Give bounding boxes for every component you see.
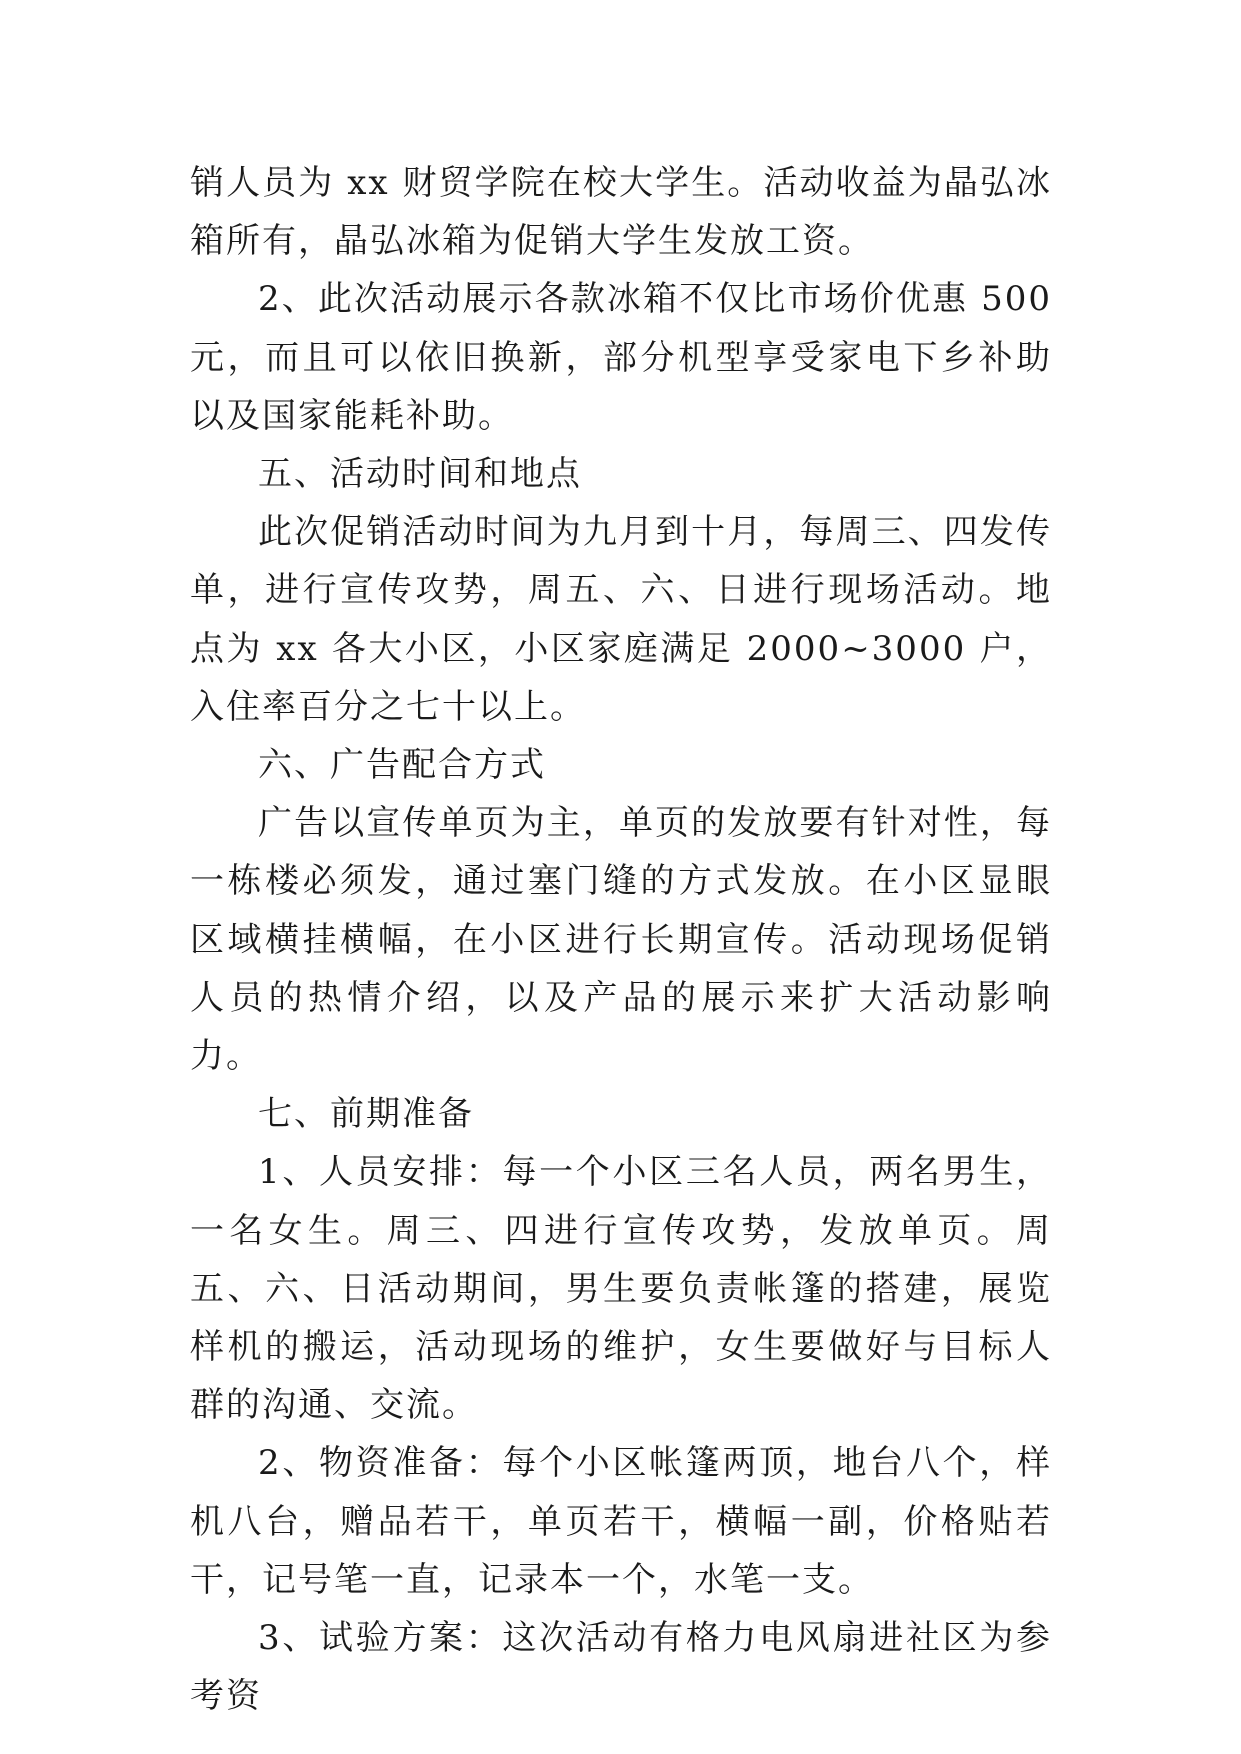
- paragraph-item-2-discount: 2、此次活动展示各款冰箱不仅比市场价优惠 500 元，而且可以依旧换新，部分机型享受家电下乡补助以及国家能耗补助。: [190, 279, 1052, 436]
- paragraph-trial-plan: 3、试验方案：这次活动有格力电风扇进社区为参考资: [190, 1618, 1052, 1717]
- paragraph-sales-staff: 销人员为 xx 财贸学院在校大学生。活动收益为晶弘冰箱所有，晶弘冰箱为促销大学生发放工资。: [190, 163, 1052, 262]
- paragraph-time-place: 此次促销活动时间为九月到十月，每周三、四发传单，进行宣传攻势，周五、六、日进行现场活动。地点为 xx 各大小区，小区家庭满足 2000~3000 户，入住率百分之七十以上。: [190, 512, 1052, 727]
- paragraph-staffing: 1、人员安排：每一个小区三名人员，两名男生，一名女生。周三、四进行宣传攻势，发放单页。周五、六、日活动期间，男生要负责帐篷的搭建，展览样机的搬运，活动现场的维护，女生要做好与目标人群的沟通、交流。: [190, 1152, 1052, 1426]
- section-heading-advertising: 六、广告配合方式: [258, 745, 546, 786]
- section-heading-preparation: 七、前期准备: [258, 1094, 474, 1135]
- document-body: [190, 154, 1052, 1725]
- paragraph-materials: 2、物资准备：每个小区帐篷两顶，地台八个，样机八台，赠品若干，单页若干，横幅一副，价格贴若干，记号笔一直，记录本一个，水笔一支。: [190, 1443, 1052, 1600]
- paragraph-advertising: 广告以宣传单页为主，单页的发放要有针对性，每一栋楼必须发，通过塞门缝的方式发放。在小区显眼区域横挂横幅，在小区进行长期宣传。活动现场促销人员的热情介绍，以及产品的展示来扩大活动影响力。: [190, 803, 1052, 1077]
- section-heading-time-place: 五、活动时间和地点: [258, 454, 582, 495]
